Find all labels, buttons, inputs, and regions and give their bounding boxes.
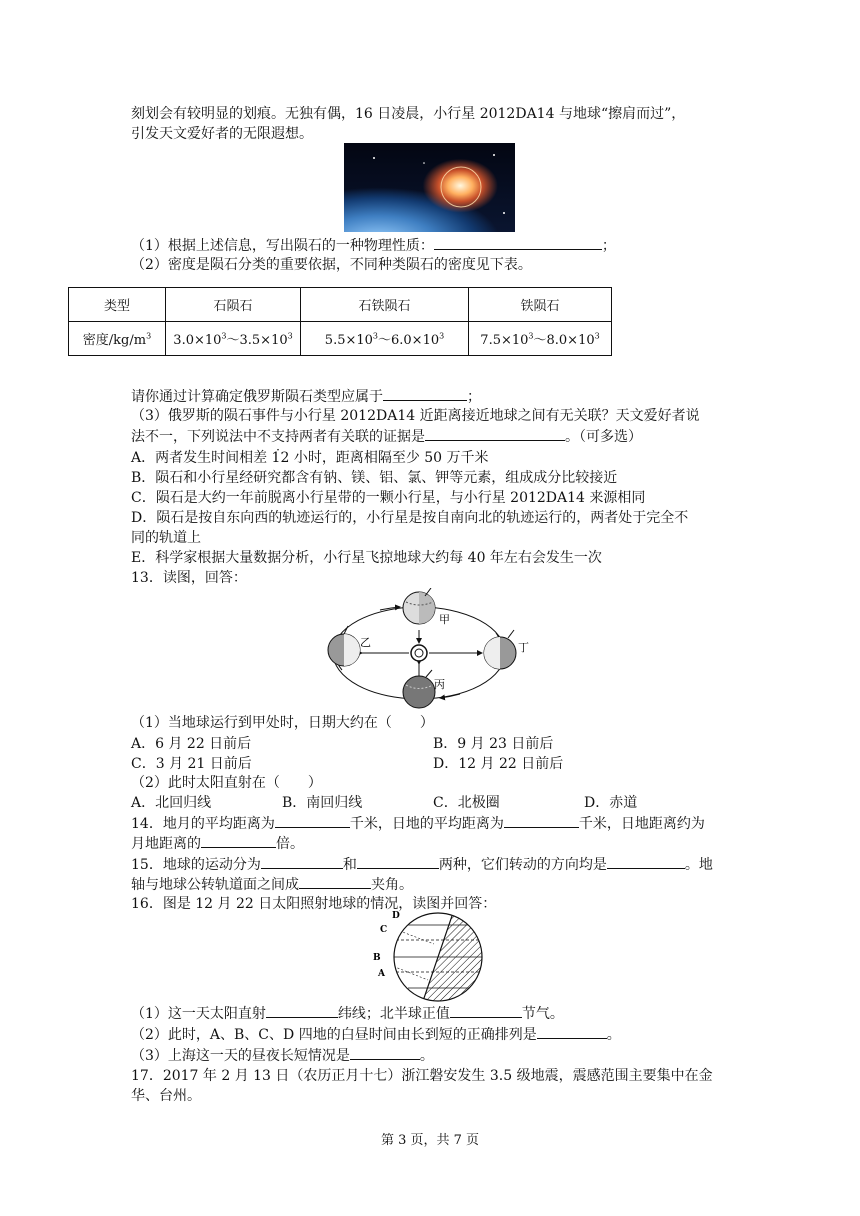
earth-yi xyxy=(328,626,360,666)
q13-option-b: B．9 月 23 日前后 xyxy=(433,736,554,752)
calc-line: 请你通过计算确定俄罗斯陨石类型应属于 ； xyxy=(131,386,481,407)
density-table xyxy=(68,287,612,356)
question-14-cont: 月地距离的 倍。 xyxy=(131,833,304,854)
q13-2-option-d: D．赤道 xyxy=(584,795,638,811)
label-ding: 丁 xyxy=(518,641,529,654)
q13-2-option-b: B．南回归线 xyxy=(282,795,363,811)
answer-blank[interactable] xyxy=(275,813,350,828)
earth-bing xyxy=(403,670,435,708)
question-14: 14．地月的平均距离为 千米，日地的平均距离为 千米，日地距离约为 xyxy=(131,813,705,834)
table-header-cell: 石陨石 xyxy=(166,288,301,322)
text-line: 刻划会有较明显的划痕。无独有偶，16 日凌晨，小行星 2012DA14 与地球“擦肩而过”， xyxy=(131,106,686,122)
earth-jia xyxy=(403,588,435,624)
answer-blank[interactable] xyxy=(504,813,579,828)
q13-2-option-a: A．北回归线 xyxy=(131,795,212,811)
answer-blank[interactable] xyxy=(350,1045,420,1060)
question-15: 15．地球的运动分为 和 两种，它们转动的方向均是 。地 xyxy=(131,854,713,875)
table-row-label: 密度$/kg/m^3$ xyxy=(69,322,166,356)
option-d: D．陨石是按自东向西的轨迹运行的，小行星是按自南向北的轨迹运行的，两者处于完全不 xyxy=(131,510,689,526)
question-17-cont: 华、台州。 xyxy=(131,1088,201,1104)
label-d: D xyxy=(392,911,400,921)
page-footer: 第 3 页，共 7 页 xyxy=(380,1133,480,1148)
answer-blank[interactable] xyxy=(434,235,602,250)
sunlight-diagram xyxy=(368,910,490,1002)
table-header-cell: 类型 xyxy=(69,288,166,322)
q13-part-1: （1）当地球运行到甲处时，日期大约在（ ） xyxy=(131,715,434,731)
answer-blank[interactable] xyxy=(261,854,343,869)
q13-option-d: D．12 月 22 日前后 xyxy=(433,756,564,772)
q16-part-2: （2）此时，A、B、C、D 四地的白昼时间由长到短的正确排列是 。 xyxy=(131,1024,621,1045)
question-17: 17．2017 年 2 月 13 日（农历正月十七）浙江磐安发生 3.5 级地震，震感范围主要集中在金 xyxy=(131,1068,713,1084)
table-header-row xyxy=(69,288,612,322)
answer-blank[interactable] xyxy=(357,854,439,869)
q16-part-1: （1）这一天太阳直射 纬线；北半球正值 节气。 xyxy=(131,1003,564,1024)
option-e: E．科学家根据大量数据分析，小行星飞掠地球大约每 40 年左右会发生一次 xyxy=(131,550,602,566)
answer-blank[interactable] xyxy=(299,874,371,889)
question-16: 16．图是 12 月 22 日太阳照射地球的情况，读图并回答： xyxy=(131,896,497,912)
label-jia: 甲 xyxy=(439,613,450,626)
question-1: （1）根据上述信息，写出陨石的一种物理性质： ； xyxy=(131,235,616,256)
answer-blank[interactable] xyxy=(607,854,685,869)
q13-option-c: C．3 月 21 日前后 xyxy=(131,756,252,772)
text-line: 引发天文爱好者的无限遐想。 xyxy=(131,126,313,142)
question-2: （2）密度是陨石分类的重要依据，不同种类陨石的密度见下表。 xyxy=(131,257,532,273)
answer-blank[interactable] xyxy=(201,833,276,848)
earth-ding xyxy=(484,630,516,669)
question-15-cont: 轴与地球公转轨道面之间成 夹角。 xyxy=(131,874,413,895)
q13-part-2: （2）此时太阳直射在（ ） xyxy=(131,775,322,791)
table-row xyxy=(69,322,612,356)
option-b: B．陨石和小行星经研究都含有钠、镁、铝、氯、钾等元素，组成成分比较接近 xyxy=(131,470,618,486)
q13-2-option-c: C．北极圈 xyxy=(433,795,500,811)
answer-blank[interactable] xyxy=(266,1003,338,1018)
answer-blank[interactable] xyxy=(450,1003,522,1018)
option-a: A．两者发生时间相差 12 小时，距离相隔至少 50 万千米 xyxy=(131,450,489,466)
question-3-cont: 法不一，下列说法中不支持两者有关联的证据是 。（可多选） xyxy=(131,426,642,447)
q16-part-3: （3）上海这一天的昼夜长短情况是 。 xyxy=(131,1045,434,1066)
emphasis-text: 不支持 xyxy=(257,429,299,445)
label-b: B xyxy=(373,953,381,963)
label-bing: 丙 xyxy=(434,678,445,691)
table-cell: $5.5\times 10^3\sim 6.0\times 10^3$ xyxy=(301,322,469,356)
table-header-cell: 石铁陨石 xyxy=(301,288,469,322)
option-c: C．陨石是大约一年前脱离小行星带的一颗小行星，与小行星 2012DA14 来源相同 xyxy=(131,490,646,506)
answer-blank[interactable] xyxy=(383,386,467,401)
earth-orbit-diagram xyxy=(320,588,530,718)
label-a: A xyxy=(378,969,385,979)
table-cell: $7.5\times 10^3\sim 8.0\times 10^3$ xyxy=(469,322,612,356)
q13-option-a: A．6 月 22 日前后 xyxy=(131,736,252,752)
answer-blank[interactable] xyxy=(425,426,565,441)
option-d-cont: 同的轨道上 xyxy=(131,530,201,546)
table-cell: $3.0\times 10^3\sim 3.5\times 10^3$ xyxy=(166,322,301,356)
meteor-image xyxy=(344,143,515,232)
answer-blank[interactable] xyxy=(537,1024,607,1039)
question-13: 13．读图，回答： xyxy=(131,570,247,586)
table-header-cell: 铁陨石 xyxy=(469,288,612,322)
label-yi: 乙 xyxy=(360,636,371,649)
label-c: C xyxy=(380,925,388,935)
question-3: （3）俄罗斯的陨石事件与小行星 2012DA14 近距离接近地球之间有无关联？天文爱好者说 xyxy=(131,408,700,424)
